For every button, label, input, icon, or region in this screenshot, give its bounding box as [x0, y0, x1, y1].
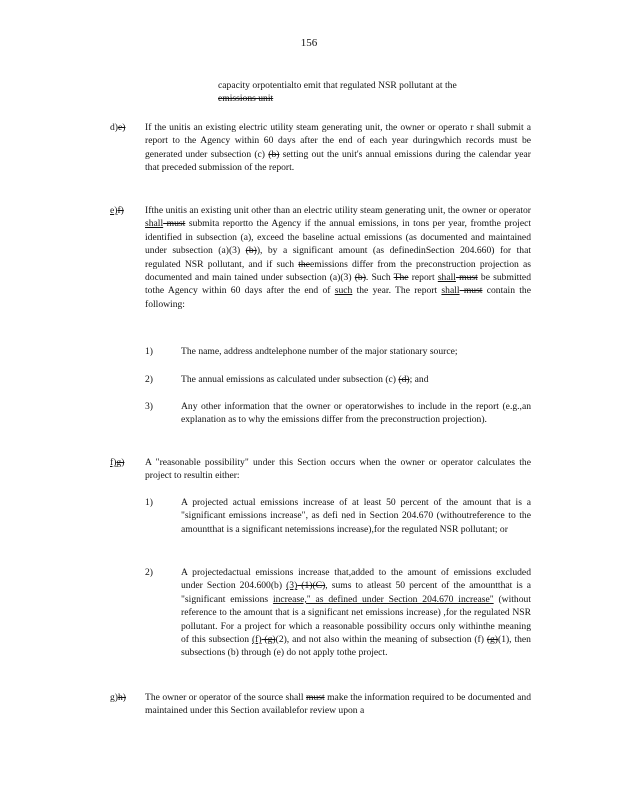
para-d-text: If the unitis an existing electric utility steam generating unit, the owner or operato r shall submit a report to the Agency within 60 days after the end of each year duringwhich records must be generated under subsection (c) (b) setting out the unit's annual emissions during the calendar year that preceded submission of the report.: [145, 122, 531, 174]
list-item-number: 3): [145, 401, 153, 412]
para-e-text: Ifthe unitis an existing unit other than an electric utility steam generating unit, the owner or operator shall must submita reportto the Agency if the annual emissions, in tons per year, fromthe project identified in subsection (a), exceed the baseline actual emissions (as documented and maintained under subsection (a)(3) (b)), by a significant amount (as definedinSection 204.660) for that regulated NSR pollutant, and if such theemissions differ from the preconstruction projection as documented and main tained under subsection (a)(3) (b). Such The report shall must be submitted tothe Agency within 60 days after the end of such the year. The report shall must contain the following:: [145, 205, 532, 310]
para-d-label: d)e): [110, 122, 126, 133]
para-e-label: e)f): [110, 205, 124, 216]
intro-line: capacity orpotentialto emit that regulated NSR pollutant at the: [218, 80, 457, 91]
para-g-text: The owner or operator of the source shall must make the information required to be documented and maintained under this Section availablefor review upon a: [145, 692, 531, 717]
list-item-number: 1): [145, 346, 153, 357]
page-number: 156: [300, 37, 318, 49]
list-item: The name, address andtelephone number of the major stationary source;: [181, 346, 458, 357]
struck-text: emissions unit: [218, 93, 274, 105]
list-item: A projected actual emissions increase of at least 50 percent of the amount that is a "significant emissions increase", as defi ned in Section 204.670 (withoutreference to the amountthat is a significant netemissions increase),for the regulated NSR pollutant; or: [181, 497, 531, 535]
list-item: The annual emissions as calculated under subsection (c) (d); and: [181, 374, 429, 385]
para-f-text: A "reasonable possibility" under this Section occurs when the owner or operator calculates the project to resultin either:: [145, 457, 531, 482]
list-item-number: 2): [145, 567, 153, 578]
list-item-number: 1): [145, 497, 153, 508]
para-g-label: g)h): [110, 692, 126, 703]
para-f-label: f)g): [110, 457, 125, 468]
list-item: Any other information that the owner or operatorwishes to include in the report (e.g.,an explanation as to why the emissions differ from the preconstruction projection).: [181, 401, 531, 426]
list-item-number: 2): [145, 374, 153, 385]
list-item: A projectedactual emissions increase that,added to the amount of emissions excluded under Section 204.600(b) (3) (1)(C), sums to atleast 50 percent of the amountthat is a "significant emissions increase," as defined under Section 204.670 increase" (without reference to the amount that is a significant net emissions increase) ,for the regulated NSR pollutant. For a project for which a reasonable possibility occurs only withinthe meaning of this subsection (f) (g)(2), and not also within the meaning of subsection (f) (g)(1), then subsections (b) through (e) do not apply tothe project.: [181, 567, 532, 659]
intro-continuation: [218, 79, 518, 106]
